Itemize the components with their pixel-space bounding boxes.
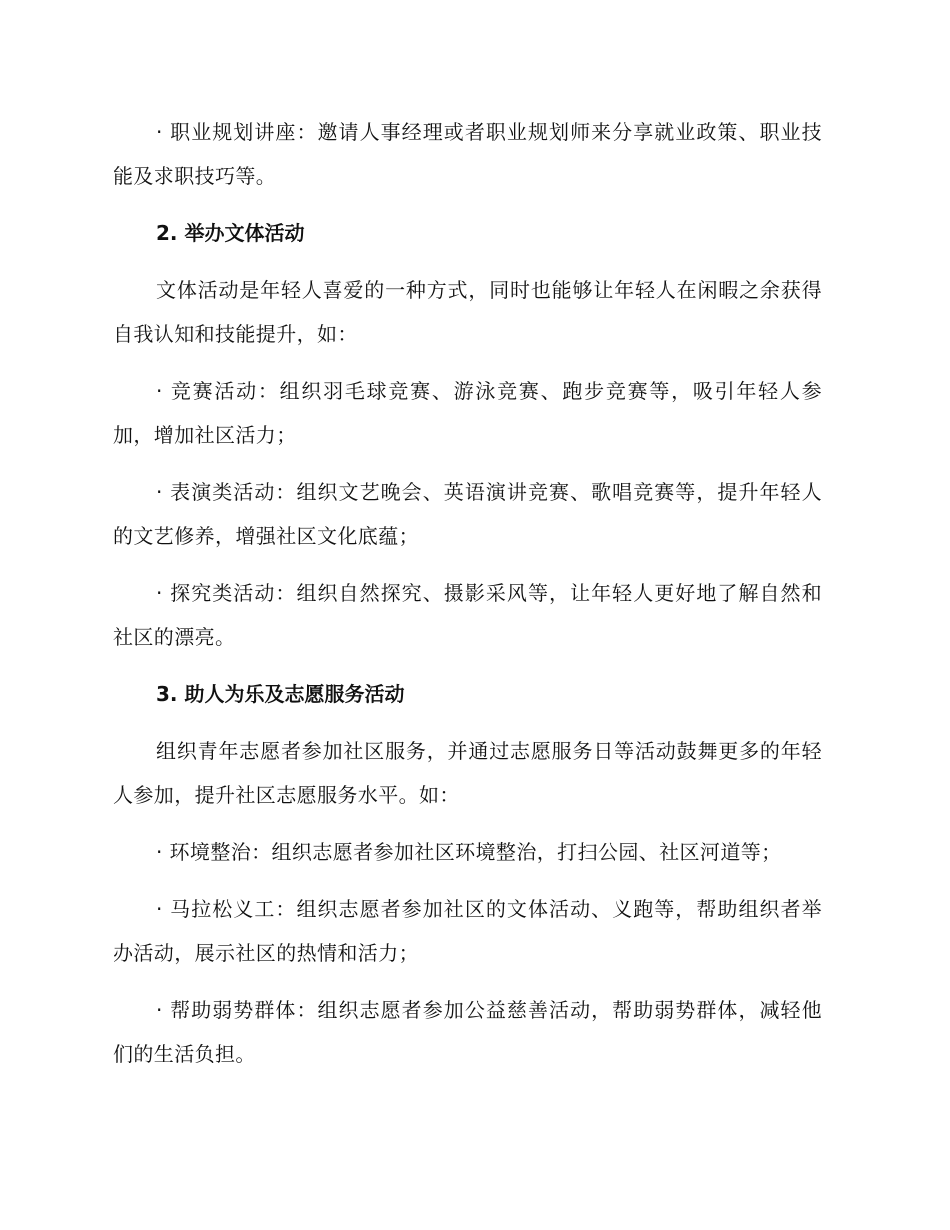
bullet-performance: · 表演类活动：组织文艺晚会、英语演讲竞赛、歌唱竞赛等，提升年轻人的文艺修养，增强社区文化底蕴； xyxy=(113,480,822,548)
bullet-competition: · 竞赛活动：组织羽毛球竞赛、游泳竞赛、跑步竞赛等，吸引年轻人参加，增加社区活力； xyxy=(113,379,822,447)
section-heading-volunteer: 3. 助人为乐及志愿服务活动 xyxy=(156,682,405,706)
bullet-exploration: · 探究类活动：组织自然探究、摄影采风等，让年轻人更好地了解自然和社区的漂亮。 xyxy=(113,581,822,649)
section-heading-sports-culture: 2. 举办文体活动 xyxy=(156,221,305,245)
paragraph-volunteer-intro: 组织青年志愿者参加社区服务，并通过志愿服务日等活动鼓舞更多的年轻人参加，提升社区志愿服务水平。如： xyxy=(113,739,822,807)
paragraph-sports-intro: 文体活动是年轻人喜爱的一种方式，同时也能够让年轻人在闲暇之余获得自我认知和技能提升，如： xyxy=(113,278,822,346)
bullet-marathon: · 马拉松义工：组织志愿者参加社区的文体活动、义跑等，帮助组织者举办活动，展示社区的热情和活力； xyxy=(113,897,822,965)
bullet-career-lecture: · 职业规划讲座：邀请人事经理或者职业规划师来分享就业政策、职业技能及求职技巧等。 xyxy=(113,120,822,188)
bullet-help-vulnerable: · 帮助弱势群体：组织志愿者参加公益慈善活动，帮助弱势群体，减轻他们的生活负担。 xyxy=(113,998,822,1066)
bullet-environment: · 环境整治：组织志愿者参加社区环境整治，打扫公园、社区河道等； xyxy=(156,840,782,864)
